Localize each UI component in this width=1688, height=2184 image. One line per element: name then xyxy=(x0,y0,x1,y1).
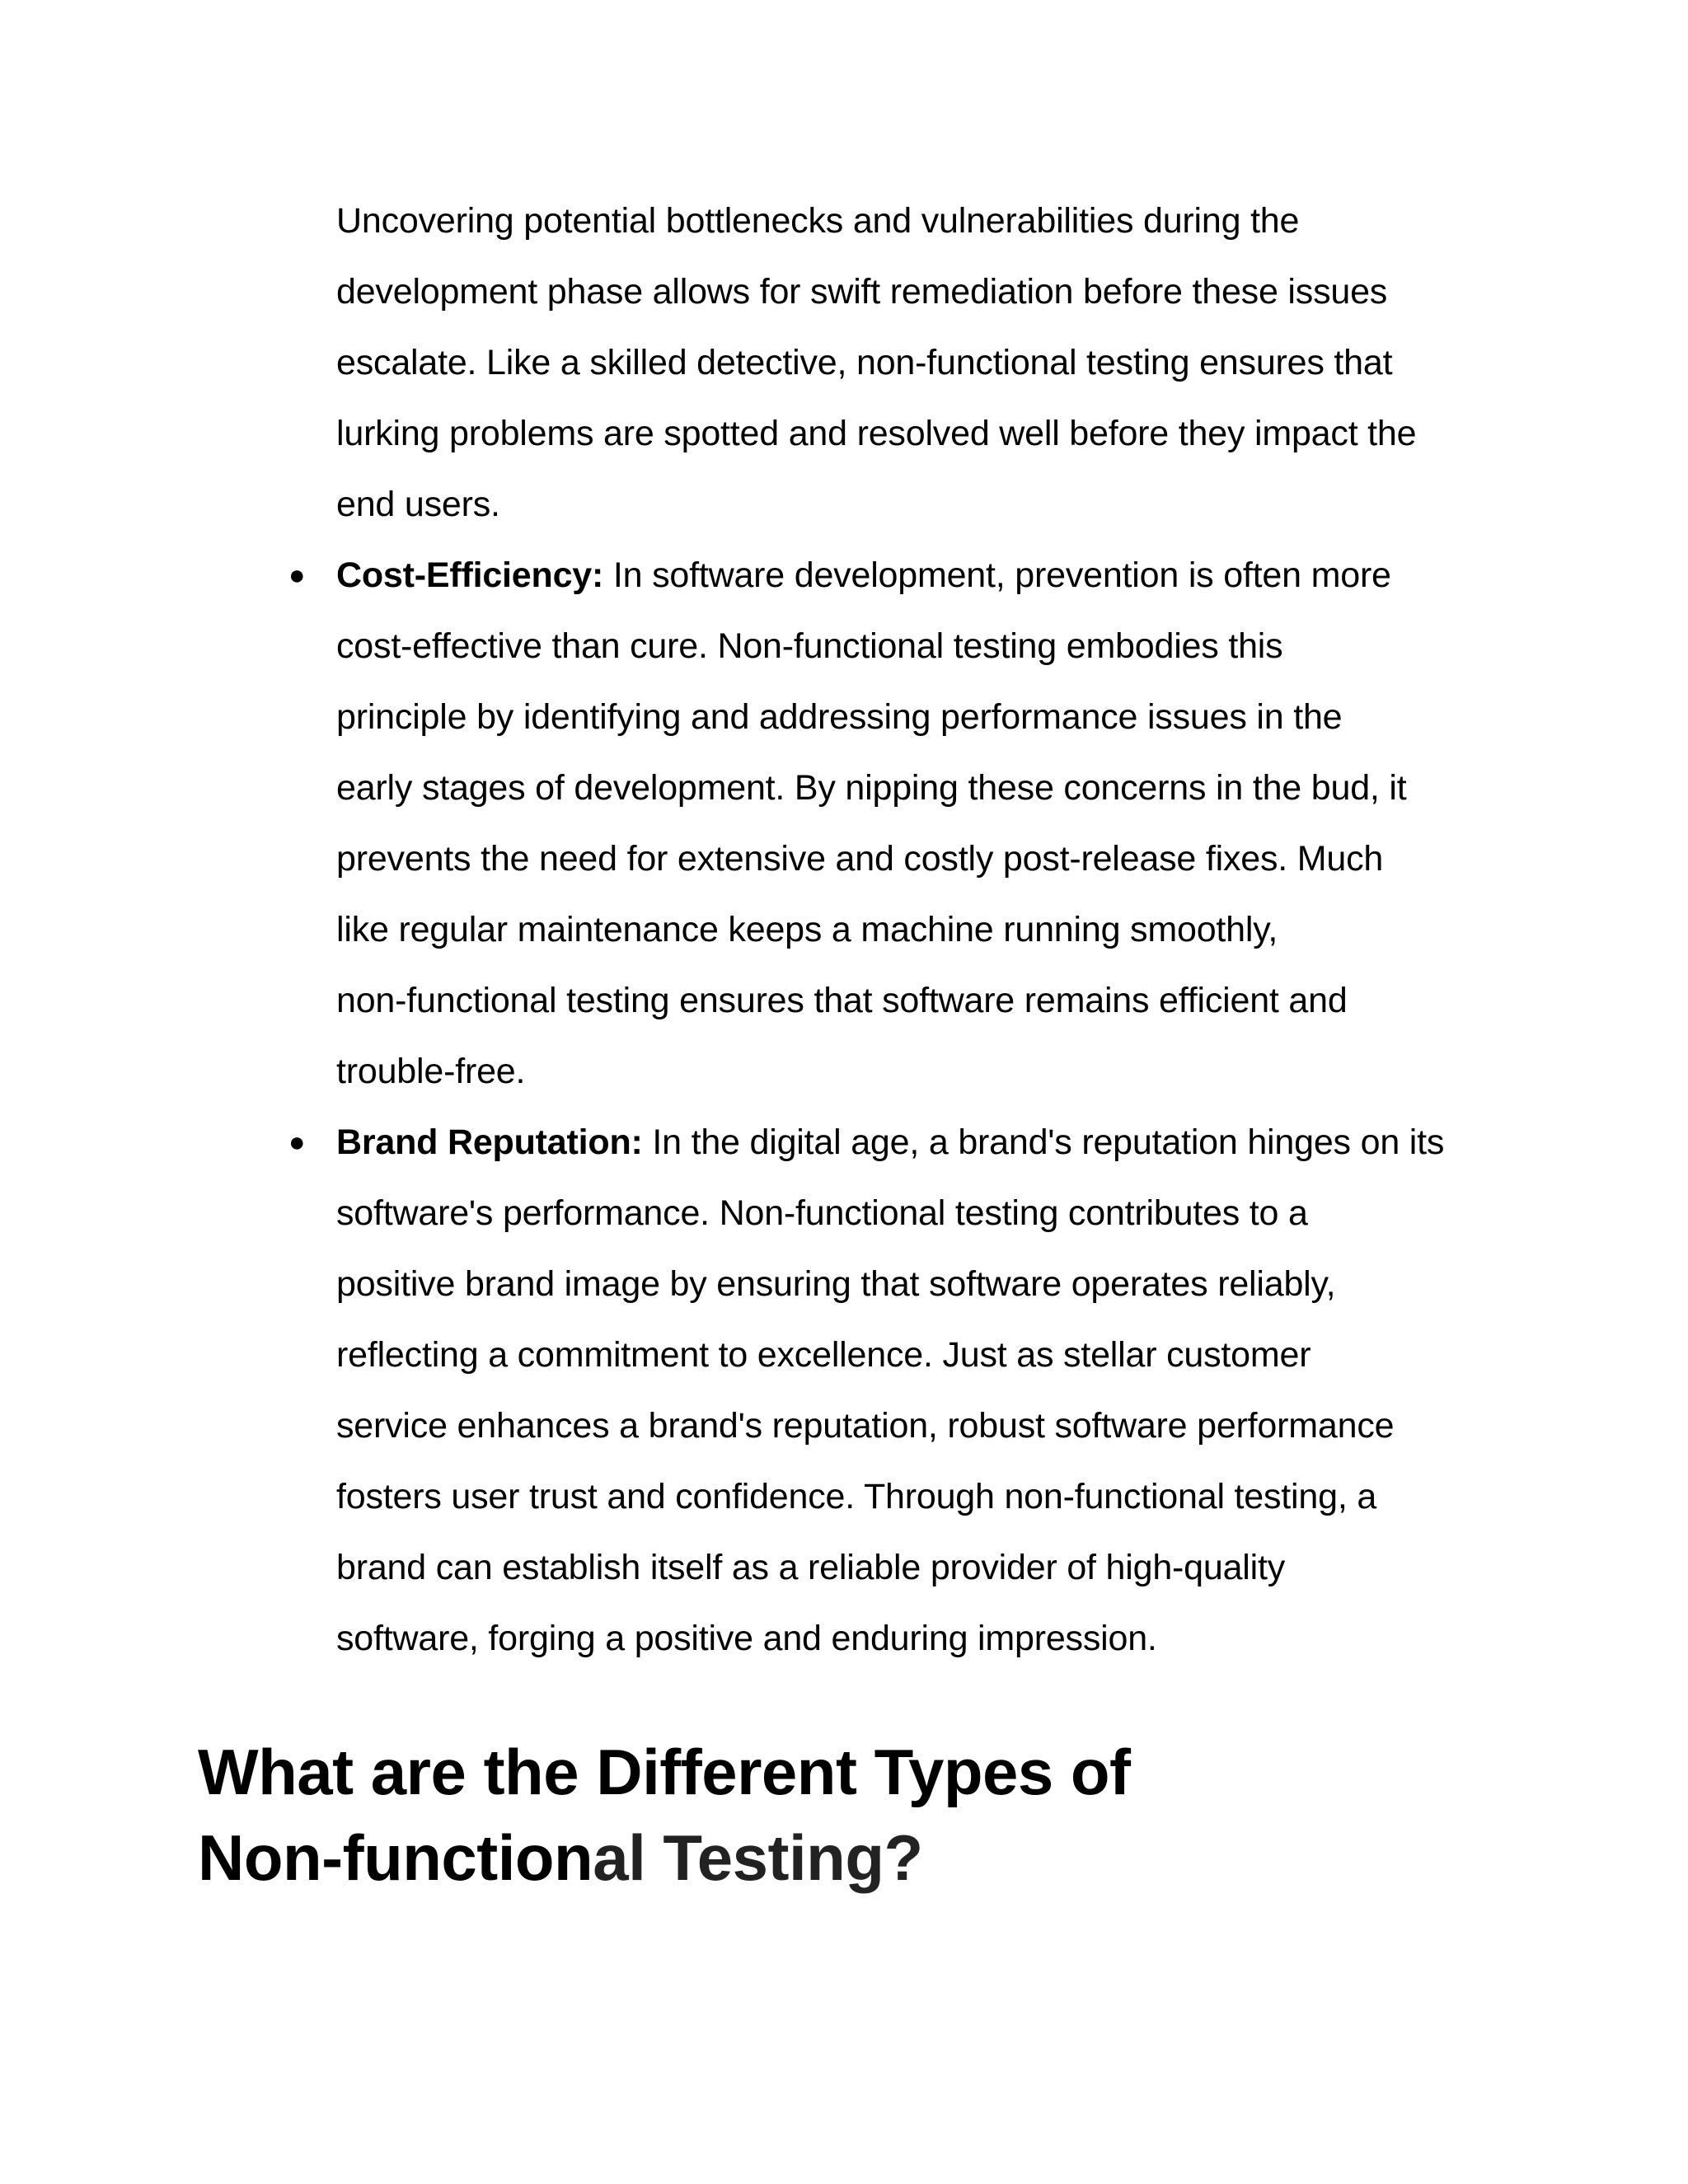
heading-line-2 xyxy=(198,1815,1517,1900)
text-line: service enhances a brand's reputation, robust software performance xyxy=(336,1406,1395,1446)
heading-line-1: What are the Different Types of xyxy=(198,1736,1131,1808)
text-line xyxy=(336,540,1492,611)
text-line: non-functional testing ensures that software remains efficient and xyxy=(336,981,1348,1020)
bullet-icon: ● xyxy=(288,560,306,591)
list-item-continuation xyxy=(288,185,1492,540)
cost-efficiency-label: Cost-Efficiency: xyxy=(336,555,604,595)
bullet-icon: ● xyxy=(288,1127,306,1158)
heading-line-2-end: al Testing? xyxy=(593,1821,923,1894)
text-line: prevents the need for extensive and costly post-release fixes. Much xyxy=(336,839,1384,879)
text-line: trouble-free. xyxy=(336,1052,526,1091)
text-line: lurking problems are spotted and resolved well before they impact the xyxy=(336,414,1417,453)
text-line: reflecting a commitment to excellence. Just as stellar customer xyxy=(336,1335,1311,1375)
list-item-brand-reputation xyxy=(288,1107,1492,1674)
section-heading xyxy=(198,1729,1517,1900)
text-line: principle by identifying and addressing performance issues in the xyxy=(336,697,1343,737)
text-line: fosters user trust and confidence. Through non-functional testing, a xyxy=(336,1477,1377,1516)
text-line: brand can establish itself as a reliable provider of high-quality xyxy=(336,1548,1286,1587)
text-line: end users. xyxy=(336,485,500,524)
cost-efficiency-first-line: In software development, prevention is often more xyxy=(603,555,1391,595)
text-line: like regular maintenance keeps a machine running smoothly, xyxy=(336,910,1278,949)
benefits-list xyxy=(288,185,1492,1674)
text-line: escalate. Like a skilled detective, non-functional testing ensures that xyxy=(336,343,1393,382)
text-line: early stages of development. By nipping these concerns in the bud, it xyxy=(336,768,1407,808)
text-line: cost-effective than cure. Non-functional testing embodies this xyxy=(336,626,1283,666)
text-line: software's performance. Non-functional testing contributes to a xyxy=(336,1193,1308,1233)
text-line: positive brand image by ensuring that software operates reliably, xyxy=(336,1264,1336,1304)
text-line: development phase allows for swift remediation before these issues xyxy=(336,272,1388,312)
heading-line-2-start: Non-function xyxy=(198,1821,593,1894)
brand-reputation-label: Brand Reputation: xyxy=(336,1122,643,1162)
text-line: software, forging a positive and enduring impression. xyxy=(336,1619,1157,1658)
text-line: Uncovering potential bottlenecks and vulnerabilities during the xyxy=(336,201,1300,241)
text-line xyxy=(336,1107,1492,1178)
list-item-cost-efficiency xyxy=(288,540,1492,1107)
brand-reputation-first-line: In the digital age, a brand's reputation hinges on its xyxy=(642,1122,1445,1162)
